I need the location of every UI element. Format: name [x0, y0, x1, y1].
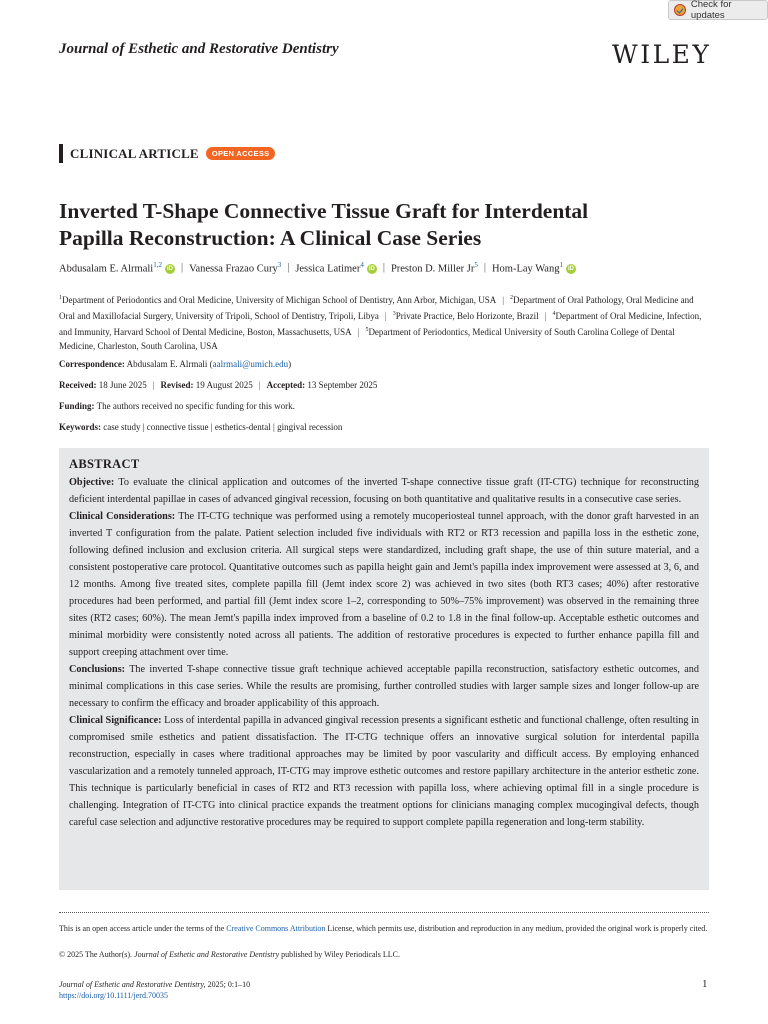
keywords: Keywords: case study | connective tissue | esthetics-dental | gingival recession [59, 422, 343, 432]
orcid-icon[interactable]: iD [368, 266, 375, 273]
accepted-date: 13 September 2025 [307, 380, 378, 390]
copyright-notice: © 2025 The Author(s). Journal of Esthetic and Restorative Dentistry published by Wiley Periodicals LLC. [59, 950, 400, 959]
open-access-badge: OPEN ACCESS [206, 147, 276, 160]
abstract-clinical-considerations: Clinical Considerations: The IT-CTG technique was performed using a remotely mucoperiosteal tunnel approach, with the donor graft harvested in an inverted T configuration from the palate. Patient selection included five individuals with RT2 or RT3 recession and papilla loss in the esthetic zone, following defined inclusion and exclusion criteria. All surgical steps were standardized, including graft shape, the use of thin suture material, and a consistent postoperative care protocol. Quantitative outcomes such as papilla height gain and Jemt's papilla index improvement were assessed at 3, 6, and 12 months. Among five treated sites, complete papilla fill (Jemt index score 2) was achieved in two sites (both RT3 cases; 40%) after restorative procedures had been performed, and partial fill (Jemt index score 1–2, corresponding to 50%–75% improvement) was observed in the remaining three sites (RT2 cases; 60%). The mean Jemt's papilla index improved from a baseline of 0.2 to 1.8 in the final follow-up. Acceptable esthetic outcomes and minimal morbidity were consistently noted across all patients. The addition of restorative procedures is expected to further enhance papilla fill and support creeping attachment over time. [69, 511, 699, 658]
page-number: 1 [702, 978, 708, 990]
license-notice: This is an open access article under the terms of the Creative Commons Attribution License, which permits use, distribution and reproduction in any medium, provided the original work is properly cited. [59, 924, 708, 933]
author[interactable]: Jessica Latimer$^4$iD [295, 261, 375, 275]
article-title-line-1: Inverted T-Shape Connective Tissue Graft for Interdental [59, 199, 589, 223]
footer-divider [59, 912, 709, 913]
funding: Funding: The authors received no specific funding for this work. [59, 401, 295, 411]
article-type-bar [59, 144, 63, 163]
revised-date: 19 August 2025 [195, 380, 253, 390]
affiliation: Department of Periodontics, Medical University of South Carolina College of Dental Medicine, Charleston, South Carolina, USA [59, 327, 675, 351]
author-separator: | [483, 262, 486, 274]
email-link[interactable]: aalrmali@umich.edu [212, 359, 289, 369]
author[interactable]: Preston D. Miller Jr$^5$ [390, 261, 478, 275]
article-title [59, 198, 719, 252]
author-separator: | [382, 262, 385, 274]
author-separator: | [180, 262, 184, 274]
check-updates-label: Check for updates [690, 0, 732, 21]
author[interactable]: Abdusalam E. Alrmali$^{1,2}$iD [59, 261, 173, 275]
affiliation: Private Practice, Belo Horizonte, Brazil [395, 311, 539, 321]
affiliations: $^1$Department of Periodontics and Oral Medicine, University of Michigan School of Dentistry, Ann Arbor, Michigan, USA | $^2$Department of Oral Pathology, Oral Medicine and Oral and Maxillofacial Surgery, University of Tripoli, School of Dentistry, Tripoli, Libya | $^3$Private Practice, Belo Horizonte, Brazil | $^4$Department of Oral Medicine, Infection, and Immunity, Harvard School of Dental Medicine, Boston, Massachusetts, USA | $^5$Department of Periodontics, Medical University of South Carolina College of Dental Medicine, Charleston, South Carolina, USA [59, 295, 702, 351]
abstract-objective: Objective: To evaluate the clinical application and outcomes of the inverted T-shape connective tissue graft (IT-CTG) technique for reconstructing deficient interdental papillae in cases of advanced gingival recession, focusing on both quantitative and qualitative results in a consecutive case series. [69, 477, 699, 505]
author-list [59, 261, 719, 275]
author[interactable]: Hom-Lay Wang$^1$iD [491, 261, 574, 275]
article-type-label: CLINICAL ARTICLE [70, 145, 199, 161]
abstract-conclusions: Conclusions: The inverted T-shape connective tissue graft technique achieved acceptable papilla reconstruction, satisfactory esthetic outcomes, and minimal complications in this case series. While the results are promising, further controlled studies with larger sample sizes and longer follow-up are necessary to confirm the efficacy and broader applicability of this approach. [69, 664, 699, 709]
abstract-box [59, 448, 709, 890]
orcid-icon[interactable]: iD [166, 266, 173, 273]
article-dates: Received: 18 June 2025 | Revised: 19 August 2025 | Accepted: 13 September 2025 [59, 380, 378, 390]
affiliation: Department of Oral Medicine, Infection, and Immunity, Harvard School of Dental Medicine, Boston, Massachusetts, USA [59, 311, 702, 337]
creative-commons-link[interactable]: Creative Commons Attribution [226, 924, 326, 933]
journal-title: Journal of Esthetic and Restorative Dentistry [59, 41, 339, 57]
check-for-updates-button[interactable] [668, 0, 768, 20]
received-date: 18 June 2025 [98, 380, 147, 390]
publisher-logo: WILEY [612, 40, 712, 69]
footer-citation: Journal of Esthetic and Restorative Dentistry, 2025; 0:1–10 https://doi.org/10.1111/jerd.70035 [59, 980, 251, 1000]
affiliation: Department of Oral Pathology, Oral Medicine and Oral and Maxillofacial Surgery, University of Tripoli, School of Dentistry, Tripoli, Libya [59, 295, 694, 321]
abstract-clinical-significance: Clinical Significance: Loss of interdental papilla in advanced gingival recession presents a significant esthetic and functional challenge, often resulting in compromised smile esthetics and patient dissatisfaction. The IT-CTG technique offers an innovative surgical solution for interdental papilla reconstruction, especially in cases where traditional approaches may be limited by poor vascularity and difficult access. By employing enhanced vascularization and a remotely tunneled approach, IT-CTG may improve esthetic outcomes and restore papillary architecture in the anterior esthetic zone. This technique is particularly beneficial in cases of RT2 and RT3 recession with papilla loss, where achieving optimal fill in a single procedure is challenging. Integration of IT-CTG into clinical practice expands the treatment options for clinicians managing complex mucogingival defects, though careful case selection and adjunctive restorative procedures may be required to support complete papilla regeneration and long-term stability. [69, 715, 699, 828]
article-type [59, 144, 275, 163]
doi-link[interactable]: https://doi.org/10.1111/jerd.70035 [59, 991, 168, 1000]
author[interactable]: Vanessa Frazao Cury$^3$ [189, 261, 282, 275]
affiliation: Department of Periodontics and Oral Medicine, University of Michigan School of Dentistry, Ann Arbor, Michigan, USA [62, 295, 497, 305]
article-title-line-2: Papilla Reconstruction: A Clinical Case Series [59, 226, 482, 250]
orcid-icon[interactable]: iD [567, 266, 574, 273]
check-updates-icon [674, 4, 686, 16]
correspondence: Correspondence: Abdusalam E. Alrmali (aalrmali@umich.edu) [59, 359, 292, 369]
abstract-heading: ABSTRACT [69, 457, 140, 471]
author-separator: | [287, 262, 290, 274]
